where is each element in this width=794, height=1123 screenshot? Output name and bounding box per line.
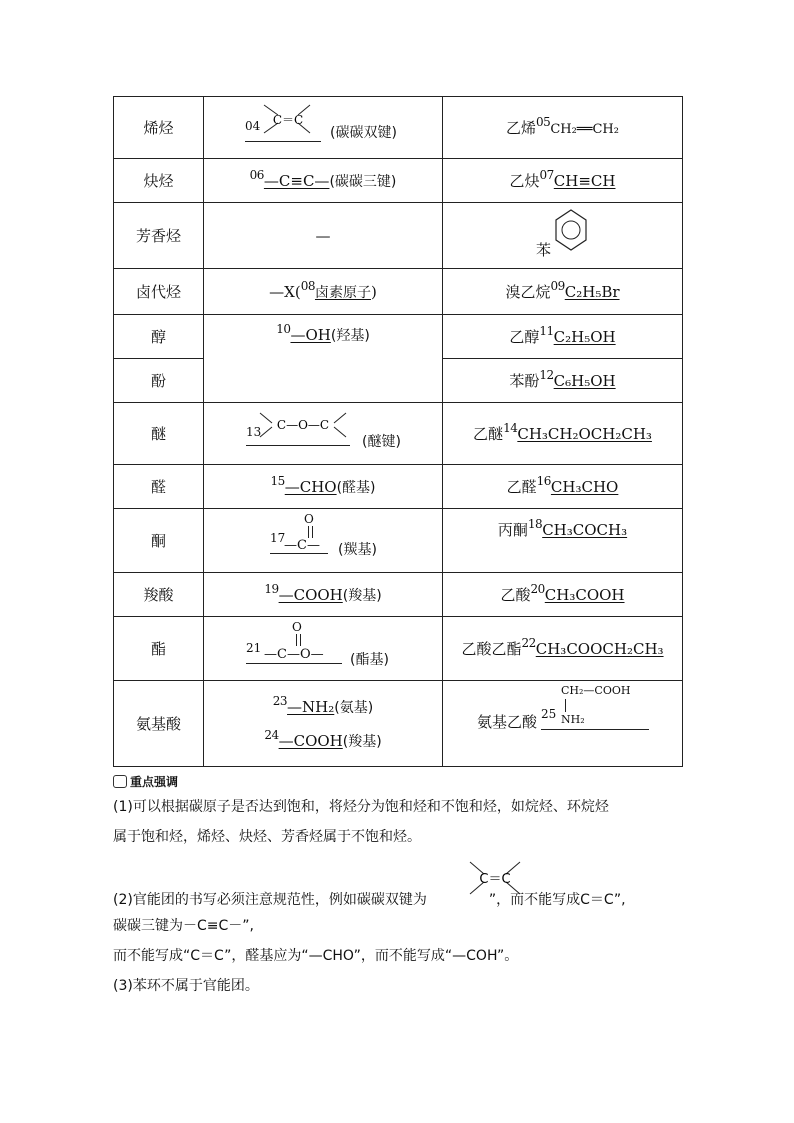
oxygen-atom: O	[304, 512, 314, 526]
example-name: 苯酚	[509, 372, 540, 390]
group-formula: —OH	[290, 326, 331, 344]
blank-number: 20	[530, 582, 545, 596]
table-row	[114, 573, 683, 617]
group-cell	[204, 681, 443, 767]
class-cell: 酚	[114, 359, 204, 403]
example-formula: CH≡CH	[553, 172, 616, 190]
blank-number: 15	[270, 473, 285, 488]
blank-number: 09	[550, 279, 565, 293]
blank-number: 18	[527, 517, 543, 531]
example-cell	[443, 315, 683, 359]
example-cell	[443, 269, 683, 315]
example-formula: NH₂	[561, 713, 585, 726]
answer-blank[interactable]	[270, 547, 328, 554]
oxygen-atom: O	[292, 620, 302, 634]
note-text: (2)官能团的书写必须注意规范性，例如碳碳双键为	[113, 892, 427, 908]
blank-number: 04	[245, 119, 261, 133]
group-cell	[204, 465, 443, 509]
example-name: 乙炔	[509, 172, 540, 190]
example-name: 氨基乙酸	[477, 713, 538, 731]
example-formula: CH₃COCH₃	[542, 521, 628, 539]
group-cell	[204, 97, 443, 159]
example-name: 苯	[536, 241, 552, 259]
group-formula: —COOH	[278, 731, 343, 750]
group-cell	[204, 617, 443, 681]
table-row	[114, 315, 683, 359]
example-name: 乙酸乙酯	[461, 640, 522, 658]
class-cell: 烯烃	[114, 97, 204, 159]
class-cell: 卤代烃	[114, 269, 204, 315]
example-name: 乙醇	[509, 328, 540, 346]
answer-blank[interactable]	[245, 133, 321, 142]
example-name: 乙醛	[506, 478, 537, 496]
svg-text:C＝C: C＝C	[479, 872, 511, 887]
example-cell	[443, 403, 683, 465]
example-name: 溴乙烷	[505, 283, 551, 301]
example-cell	[443, 97, 683, 159]
group-name: (羧基)	[342, 733, 382, 750]
table-row	[114, 403, 683, 465]
blank-number: 12	[539, 368, 554, 382]
table-row	[114, 97, 683, 159]
note-1	[113, 797, 693, 847]
note-text: ”，而不能写成C＝C”,	[488, 892, 626, 908]
class-cell: 芳香烃	[114, 203, 204, 269]
group-name: (氨基)	[334, 699, 374, 716]
svg-text:C—O—C: C—O—C	[276, 418, 330, 432]
class-cell: 炔烃	[114, 159, 204, 203]
group-cell	[204, 509, 443, 573]
example-cell	[443, 159, 683, 203]
double-bond-line	[296, 634, 298, 646]
example-cell	[443, 509, 683, 573]
example-name: 丙酮	[497, 521, 528, 539]
example-formula: CH₃CHO	[550, 478, 619, 496]
class-cell: 羧酸	[114, 573, 204, 617]
notes-title: 重点强调	[130, 775, 179, 789]
table-row	[114, 269, 683, 315]
group-name: (碳碳双键)	[330, 125, 397, 141]
example-name: 乙醚	[473, 425, 504, 443]
answer-blank[interactable]	[541, 727, 649, 730]
note-text: 而不能写成“C＝C”，醛基应为“—CHO”，而不能写成“—COH”。	[113, 948, 519, 964]
svg-text:C＝C: C＝C	[272, 113, 304, 127]
example-name: 乙烯	[506, 119, 537, 137]
group-name: (碳碳三键)	[329, 173, 397, 190]
table-row	[114, 681, 683, 767]
example-formula: C₂H₅OH	[553, 328, 616, 346]
group-formula: —X(	[269, 282, 301, 301]
example-cell	[443, 465, 683, 509]
group-name: (醚键)	[362, 434, 401, 450]
blank-number: 19	[264, 581, 279, 596]
blank-number: 11	[539, 324, 554, 338]
table-row	[114, 203, 683, 269]
blank-number: 07	[539, 168, 554, 182]
double-bond-line	[300, 634, 302, 646]
example-cell	[443, 617, 683, 681]
table-row	[114, 617, 683, 681]
example-cell	[443, 681, 683, 767]
group-formula: —CHO	[284, 477, 337, 496]
blank-number: 17	[270, 531, 286, 545]
class-cell: 氨基酸	[114, 681, 204, 767]
note-text: 属于饱和烃，烯烃、炔烃、芳香烃属于不饱和烃。	[113, 829, 421, 845]
blank-number: 05	[536, 115, 551, 129]
blank-number: 22	[521, 636, 536, 650]
blank-number: 21	[246, 641, 262, 655]
functional-group-table	[113, 96, 683, 767]
double-bond-structure	[252, 99, 322, 137]
group-name: (羟基)	[330, 328, 370, 344]
table-row	[114, 465, 683, 509]
blank-number: 06	[249, 167, 264, 182]
class-cell: 醚	[114, 403, 204, 465]
class-cell: 醇	[114, 315, 204, 359]
example-formula: C₆H₅OH	[553, 372, 616, 390]
example-formula: CH₃COOCH₂CH₃	[535, 640, 664, 658]
example-cell	[443, 573, 683, 617]
group-name: (羰基)	[338, 542, 377, 558]
group-name: 卤素原子	[314, 284, 371, 301]
group-cell	[204, 315, 443, 403]
note-text: (1)可以根据碳原子是否达到饱和，将烃分为饱和烃和不饱和烃，如烷烃、环烷烃	[113, 799, 609, 815]
class-cell: 酯	[114, 617, 204, 681]
blank-number: 14	[503, 421, 518, 435]
group-cell: —	[204, 203, 443, 269]
group-formula: —NH₂	[287, 697, 335, 716]
pointer-hand-icon	[113, 775, 127, 788]
example-formula: C₂H₅Br	[564, 283, 620, 301]
blank-number: 24	[264, 727, 279, 742]
example-formula: CH₃CH₂OCH₂CH₃	[517, 425, 652, 443]
example-formula: CH₂══CH₂	[550, 122, 619, 137]
example-formula: CH₃COOH	[544, 586, 625, 604]
glycine-top: CH₂—COOH	[561, 684, 631, 697]
note-text: (3)苯环不属于官能团。	[113, 978, 259, 994]
group-name: (酯基)	[350, 652, 389, 668]
blank-number: 25	[541, 707, 557, 721]
double-bond-line	[308, 526, 310, 538]
group-cell	[204, 159, 443, 203]
note-text: 碳碳三键为－C≡C－”,	[113, 918, 254, 934]
group-cell	[204, 403, 443, 465]
answer-blank[interactable]	[246, 437, 350, 446]
group-name: (羧基)	[342, 587, 382, 604]
table-row	[114, 159, 683, 203]
blank-number: 08	[300, 278, 315, 293]
answer-blank[interactable]	[246, 657, 342, 664]
blank-number: 23	[272, 693, 288, 708]
class-cell: 醛	[114, 465, 204, 509]
group-cell	[204, 269, 443, 315]
note-2	[113, 890, 693, 996]
carbonyl-carbon: —C—	[284, 538, 320, 553]
group-paren: )	[370, 282, 377, 301]
benzene-ring-icon	[553, 207, 589, 257]
blank-number: 16	[536, 474, 551, 488]
group-cell	[204, 573, 443, 617]
group-formula: —COOH	[278, 585, 343, 604]
example-cell	[443, 203, 683, 269]
bond-line	[565, 699, 567, 712]
double-bond-line	[312, 526, 314, 538]
example-name: 乙酸	[500, 586, 531, 604]
table-row	[114, 509, 683, 573]
blank-number: 10	[276, 322, 291, 336]
group-name: (醛基)	[336, 479, 376, 496]
group-formula: —C≡C—	[263, 171, 330, 190]
notes-header	[113, 773, 178, 790]
ester-group: —C—O—	[264, 647, 324, 662]
blank-number: 13	[246, 425, 262, 439]
example-cell	[443, 359, 683, 403]
class-cell: 酮	[114, 509, 204, 573]
